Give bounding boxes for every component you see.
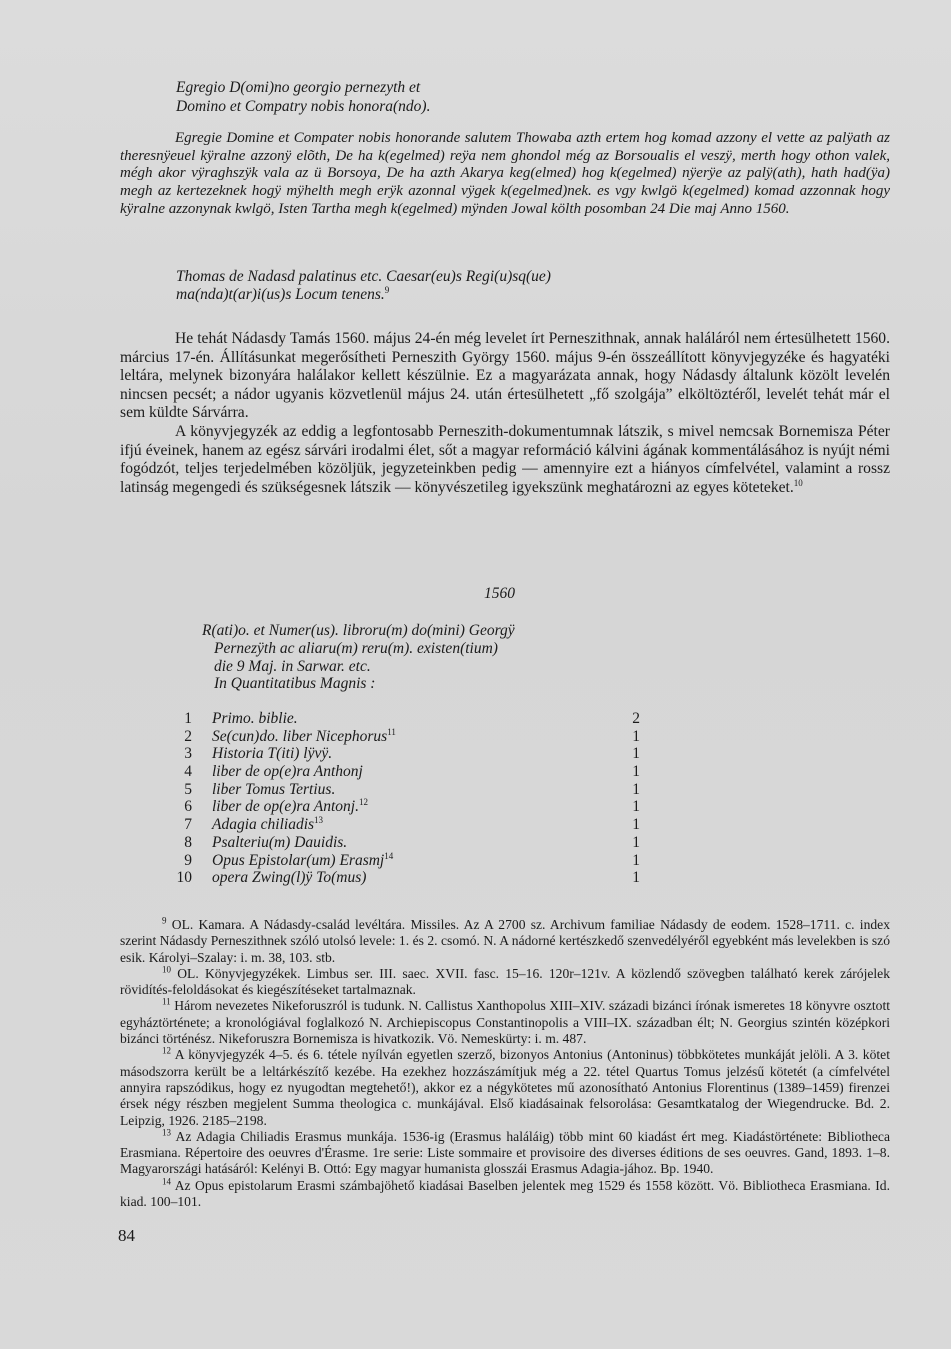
footnote-11: $^{11}$ Három nevezetes Nikeforuszról is tudunk. N. Callistus Xanthopolus XIII–XIV. századi bizánci írónak ismeretes 18 könyvre osztott egyháztörténete; a kronológiával foglalkozó N. Archiepiscopus Constantinopolis a VIII–IX. században élt; N. Georgius szintén középkori bizánci történész. Nikeforuszra Bornemisza is hivatkozik. Vö. Nemeskürty: i. m. 487.: [120, 996, 891, 1047]
item-count: 1: [632, 851, 640, 869]
item-count: 2: [632, 710, 640, 727]
item-number: 6: [184, 798, 192, 816]
item-count: 1: [632, 780, 640, 798]
item-number: 3: [184, 745, 192, 763]
inventory-row: [170, 781, 640, 799]
inventory-title: [202, 622, 702, 693]
letter-text: [120, 130, 890, 219]
footnote-ref: 14: [384, 850, 394, 861]
footnote-14: $^{14}$ Az Opus epistolarum Erasmi számbajöhető kiadásai Baselben jelentek meg 1529 és 1558 között. Vö. Bibliotheca Erasmiana. Id. kiad. 100–101.: [120, 1176, 891, 1210]
item-count: 1: [632, 833, 640, 851]
footnote-10: $^{10}$ OL. Könyvjegyzékek. Limbus ser. III. saec. XVII. fasc. 15–16. 120r–121v. A közlendő szövegben található kerek zárójelek rövidítés-feloldásokat és kiegészítéseket tartalmaznak.: [120, 964, 890, 998]
item-number: 8: [184, 833, 192, 851]
item-title: Adagia chiliadis$^{13}$: [212, 814, 324, 834]
item-number: 7: [184, 816, 192, 834]
inventory-list: [170, 710, 640, 887]
footnotes: [120, 917, 890, 1210]
footnote-9: $^9$ OL. Kamara. A Nádasdy-család levéltára. Missiles. Az A 2700 sz. Archivum familiae Nádasdy de eodem. 1528–1711. c. index szerint Nádasdy Perneszithnek szóló utolsó levele: 1. és 2. csomó. N. A nádorné kertészkedő szenvedélyéről egyebként más levelekben is szó esik. Károlyi–Szalay: i. m. 38, 103. stb.: [120, 915, 890, 965]
item-title: opera Zwing(l)ÿ To(mus): [212, 869, 367, 887]
item-count: 1: [632, 816, 640, 834]
footnote-ref: 10: [793, 477, 803, 488]
title-line: die 9 Maj. in Sarwar. etc.: [214, 657, 371, 675]
item-title: Se(cun)do. liber Nicephorus$^{11}$: [212, 726, 396, 745]
signature-line: Thomas de Nadasd palatinus etc. Caesar(eu)s Regi(u)sq(ue): [176, 268, 551, 285]
item-title: liber Tomus Tertius.: [212, 780, 336, 798]
footnote-12: $^{12}$ A könyvjegyzék 4–5. és 6. tétele nyílván egyetlen szerző, bizonyos Antonius (Antoninus) többkötetes munkáját jelöli. A 3. kötet másodszorra került be a leltárkészítő kezébe. Ha ezekhez hozzászámítjuk még a 22. tétel Quartus Tomus jelzésű kötetét (a címfelvétel annyira rapszódikus, hogy ez nyugodtan megtehető!), akkor ez a négykötetes mű azonosítható Antonius Florentinus (1389–1459) firenzei érsek négy részben megjelent Summa theologica c. munkájával. Első kiadásainak felsorolása: Gesamtkatalog der Wiegendrucke. Bd. 2. Leipzig, 1926. 2185–2198.: [120, 1045, 890, 1128]
item-title: liber de op(e)ra Anthonj: [212, 763, 363, 781]
body-paragraph: He tehát Nádasdy Tamás 1560. május 24-én még levelet írt Perneszithnak, annak haláláról nem értesülhetett 1560. március 17-én. Állításunkat megerősítheti Perneszith György 1560. május 9-én összeállított könyvjegyzéke és hagyatéki leltára, melynek bizonyára halálakor kellett készülnie. Ez a magyarázata annak, hogy Nádasdy általunk közölt levelén nincsen pecsét; a nádor ugyanis közvetlenül május 24. után értesülhetett „fő szolgája” elköltöztéről, levelét tehát már el sem küldte Sárvárra.: [120, 330, 890, 422]
item-count: 1: [632, 763, 640, 781]
item-count: 1: [632, 727, 640, 745]
title-line: In Quantitatibus Magnis :: [214, 675, 376, 693]
address-line: Egregio D(omi)no georgio pernezyth et: [176, 79, 421, 96]
inventory-row: [170, 745, 640, 763]
inventory-row: [170, 763, 640, 781]
inventory-row: [170, 852, 640, 870]
address-line: Domino et Compatry nobis honora(ndo).: [176, 98, 431, 115]
title-line: R(ati)o. et Numer(us). libroru(m) do(mini) Georgÿ: [202, 622, 515, 639]
item-title: Psalteriu(m) Dauidis.: [212, 833, 348, 851]
item-title: Primo. biblie.: [212, 710, 298, 727]
body-paragraph: A könyvjegyzék az eddig a legfontosabb Perneszith-dokumentumnak látszik, s mivel nemcsak Bornemisza Péter ifjú éveinek, hanem az egész sárvári irodalmi élet, sőt a magyar reformáció kálvini ágának kommentálásához is nyújt némi fogódzót, teljes terjedelmében közöljük, jegyzeteinkben pedig — amennyire ezt a hiányos címfelvétel, valamint a rossz latinság megengedi és szükségesnek látszik — könyvészetileg igyekszünk meghatározni az egyes köteteket.$^{10}$: [120, 422, 890, 496]
item-title: Historia T(iti) lÿvÿ.: [212, 745, 333, 763]
inventory-row: [170, 834, 640, 852]
footnote-ref: 11: [387, 726, 396, 737]
inventory-row: [170, 798, 640, 816]
footnote-ref: 13: [314, 814, 324, 825]
item-number: 10: [176, 869, 192, 887]
inventory-row: [170, 710, 640, 728]
body-text: [120, 330, 890, 497]
inventory-row: [170, 869, 640, 887]
item-number: 9: [184, 851, 192, 869]
item-count: 1: [632, 798, 640, 816]
item-number: 5: [184, 780, 192, 798]
footnote-ref: 9: [384, 284, 390, 295]
item-number: 4: [184, 763, 192, 781]
signature-line: ma(nda)t(ar)i(us)s Locum tenens.$^9$: [176, 284, 390, 303]
item-number: 1: [184, 710, 192, 727]
item-number: 2: [184, 727, 192, 745]
item-count: 1: [632, 869, 640, 887]
inventory-row: [170, 728, 640, 746]
title-line: Pernezÿth ac aliaru(m) reru(m). existen(tium): [214, 639, 498, 657]
inventory-row: [170, 816, 640, 834]
letter-signature: [176, 268, 946, 304]
item-title: liber de op(e)ra Antonj.$^{12}$: [212, 797, 368, 816]
letter-paragraph: Egregie Domine et Compater nobis honorande salutem Thowaba azth ertem hog komad azzony el vette az palÿath az theresnÿeuel kÿralne azzonÿ elõth, De ha k(egelmed) reÿa nem ghondol még az Borsoualis el veszÿ, merth hogy othon valek, mégh akor vÿraghszÿk vala az ü Borsoya, De ha azth Akarya keg(elmed) hog k(egelmed) nÿerÿe az palÿ(ath), hath had(ÿa) megh az kertezeknek hogÿ mÿhelth megh erÿk azonnal vÿgek k(egelmed)nek. es vgy kwlgö k(egelmed) komad azzonnak hogy kÿralne azzonynak kwlgö, Isten Tartha megh k(egelmed) mÿnden Jowal költh posomban 24 Die maj Anno 1560.: [120, 130, 890, 217]
item-title: Opus Epistolar(um) Erasmj$^{14}$: [212, 850, 394, 869]
inventory-year: 1560: [484, 585, 515, 602]
page-number: 84: [118, 1226, 135, 1245]
footnote-ref: 12: [358, 797, 368, 808]
item-count: 1: [632, 745, 640, 763]
letter-address: [176, 78, 946, 116]
footnote-13: $^{13}$ Az Adagia Chiliadis Erasmus munkája. 1536-ig (Erasmus haláláig) több mint 60 kiadást ért meg. Kiadástörténete: Bibliotheca Erasmiana. Répertoire des oeuvres d'Érasme. 1re serie: Liste sommaire et provisoire des diverses éditions de ses oeuvres. Gand, 1893. 1–8. Magyarországi hatásáról: Kelényi B. Ottó: Egy magyar humanista glosszái Erasmus Adagia-jához. Bp. 1940.: [120, 1127, 891, 1177]
